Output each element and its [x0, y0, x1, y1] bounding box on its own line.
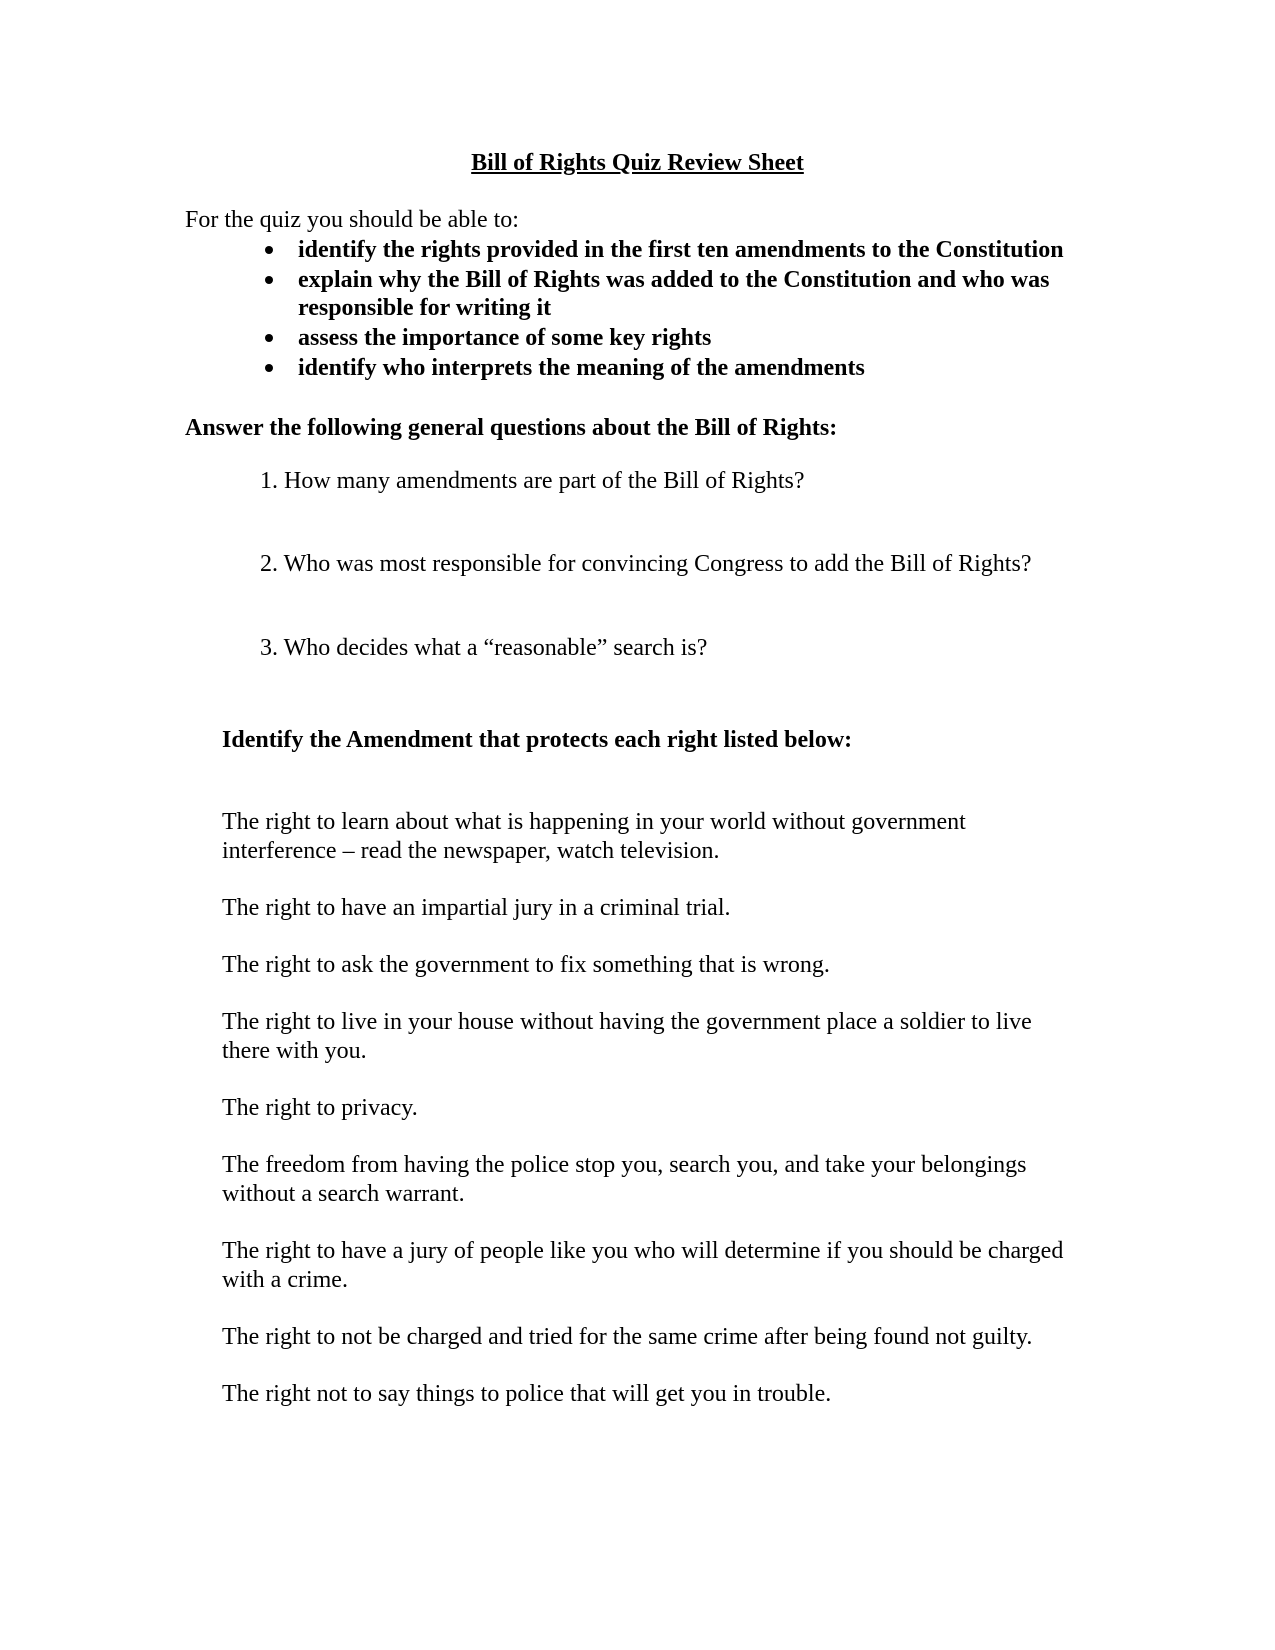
objective-item — [260, 236, 1080, 264]
rights-list — [222, 808, 1082, 1437]
right-item: The right to have a jury of people like you who will determine if you should be charged with a crime. — [222, 1238, 1064, 1293]
objective-text: explain why the Bill of Rights was added to the Constitution and who was responsible for writing it — [298, 267, 1050, 321]
bullet-icon — [265, 364, 273, 372]
objective-text: identify who interprets the meaning of the amendments — [298, 355, 865, 381]
right-item: The freedom from having the police stop you, search you, and take your belongings without a search warrant. — [222, 1152, 1027, 1207]
right-item: The right to live in your house without having the government place a soldier to live there with you. — [222, 1009, 1032, 1064]
objective-text: identify the rights provided in the first ten amendments to the Constitution — [298, 237, 1064, 263]
amendment-heading: Identify the Amendment that protects each right listed below: — [222, 727, 853, 753]
right-item: The right to not be charged and tried for the same crime after being found not guilty. — [222, 1324, 1033, 1350]
question-2: 2. Who was most responsible for convincing Congress to add the Bill of Rights? — [260, 551, 1032, 577]
bullet-icon — [265, 276, 273, 284]
general-questions-heading: Answer the following general questions about the Bill of Rights: — [185, 415, 838, 441]
question-3: 3. Who decides what a “reasonable” search is? — [260, 635, 708, 661]
bullet-icon — [265, 246, 273, 254]
right-item: The right to have an impartial jury in a criminal trial. — [222, 895, 731, 921]
right-item: The right not to say things to police that will get you in trouble. — [222, 1381, 832, 1407]
objective-item — [260, 324, 1080, 352]
page-title: Bill of Rights Quiz Review Sheet — [471, 150, 804, 176]
objective-item — [260, 354, 1080, 382]
intro-text: For the quiz you should be able to: — [185, 207, 519, 233]
question-1: 1. How many amendments are part of the Bill of Rights? — [260, 468, 805, 494]
bullet-icon — [265, 334, 273, 342]
right-item: The right to ask the government to fix something that is wrong. — [222, 952, 830, 978]
objectives-list — [260, 236, 1080, 384]
right-item: The right to privacy. — [222, 1095, 418, 1121]
objective-item — [260, 266, 1080, 322]
objective-text: assess the importance of some key rights — [298, 325, 712, 351]
right-item: The right to learn about what is happening in your world without government interference – read the newspaper, watch television. — [222, 809, 966, 864]
